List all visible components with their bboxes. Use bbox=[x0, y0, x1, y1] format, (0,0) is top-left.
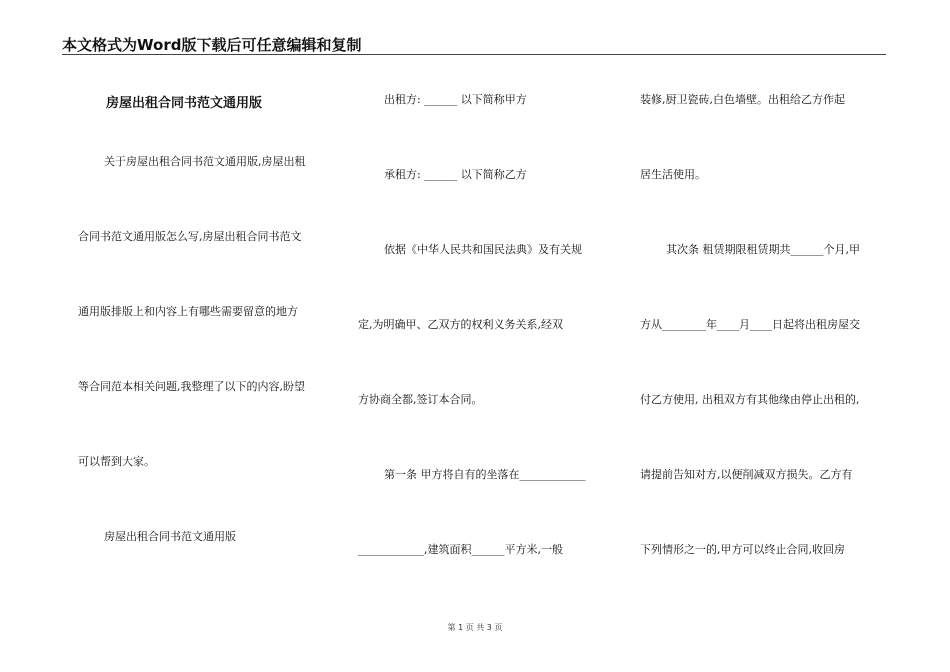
col2-line-4: 定,为明确甲、乙双方的权利义务关系,经双 bbox=[358, 318, 563, 331]
col1-line-3: 通用版排版上和内容上有哪些需要留意的地方 bbox=[78, 305, 298, 318]
col3-line-4: 方从________年____月____日起将出租房屋交 bbox=[640, 318, 860, 331]
col1-line-5: 可以帮到大家。 bbox=[78, 455, 155, 468]
col1-line-2: 合同书范文通用版怎么写,房屋出租合同书范文 bbox=[78, 230, 302, 243]
col2-line-2: 承租方: ______ 以下简称乙方 bbox=[384, 168, 527, 181]
col3-line-6: 请提前告知对方,以便削减双方损失。乙方有 bbox=[640, 468, 853, 481]
col3-line-7: 下列情形之一的,甲方可以终止合同,收回房 bbox=[640, 543, 845, 556]
col3-line-3: 其次条 租赁期限租赁期共______个月,甲 bbox=[666, 243, 860, 256]
document-title: 房屋出租合同书范文通用版 bbox=[106, 96, 263, 111]
page-header-title: 本文格式为Word版下载后可任意编辑和复制 bbox=[62, 36, 362, 54]
col1-line-4: 等合同范本相关问题,我整理了以下的内容,盼望 bbox=[78, 380, 305, 393]
col3-line-2: 居生活使用。 bbox=[640, 168, 706, 181]
col3-line-1: 装修,厨卫瓷砖,白色墙壁。出租给乙方作起 bbox=[640, 93, 845, 106]
col2-line-5: 方协商全都,签订本合同。 bbox=[358, 393, 483, 406]
col2-line-7: ____________,建筑面积______平方米,一般 bbox=[358, 543, 563, 556]
col1-line-6: 房屋出租合同书范文通用版 bbox=[104, 530, 236, 543]
col1-line-1: 关于房屋出租合同书范文通用版,房屋出租 bbox=[104, 155, 306, 168]
page-number-footer: 第 1 页 共 3 页 bbox=[447, 623, 503, 632]
col2-line-6: 第一条 甲方将自有的坐落在____________ bbox=[384, 468, 586, 481]
header-divider bbox=[62, 54, 886, 55]
col2-line-3: 依据《中华人民共和国民法典》及有关规 bbox=[384, 243, 582, 256]
col3-line-5: 付乙方使用, 出租双方有其他缘由停止出租的, bbox=[640, 393, 860, 406]
col2-line-1: 出租方: ______ 以下简称甲方 bbox=[384, 93, 527, 106]
